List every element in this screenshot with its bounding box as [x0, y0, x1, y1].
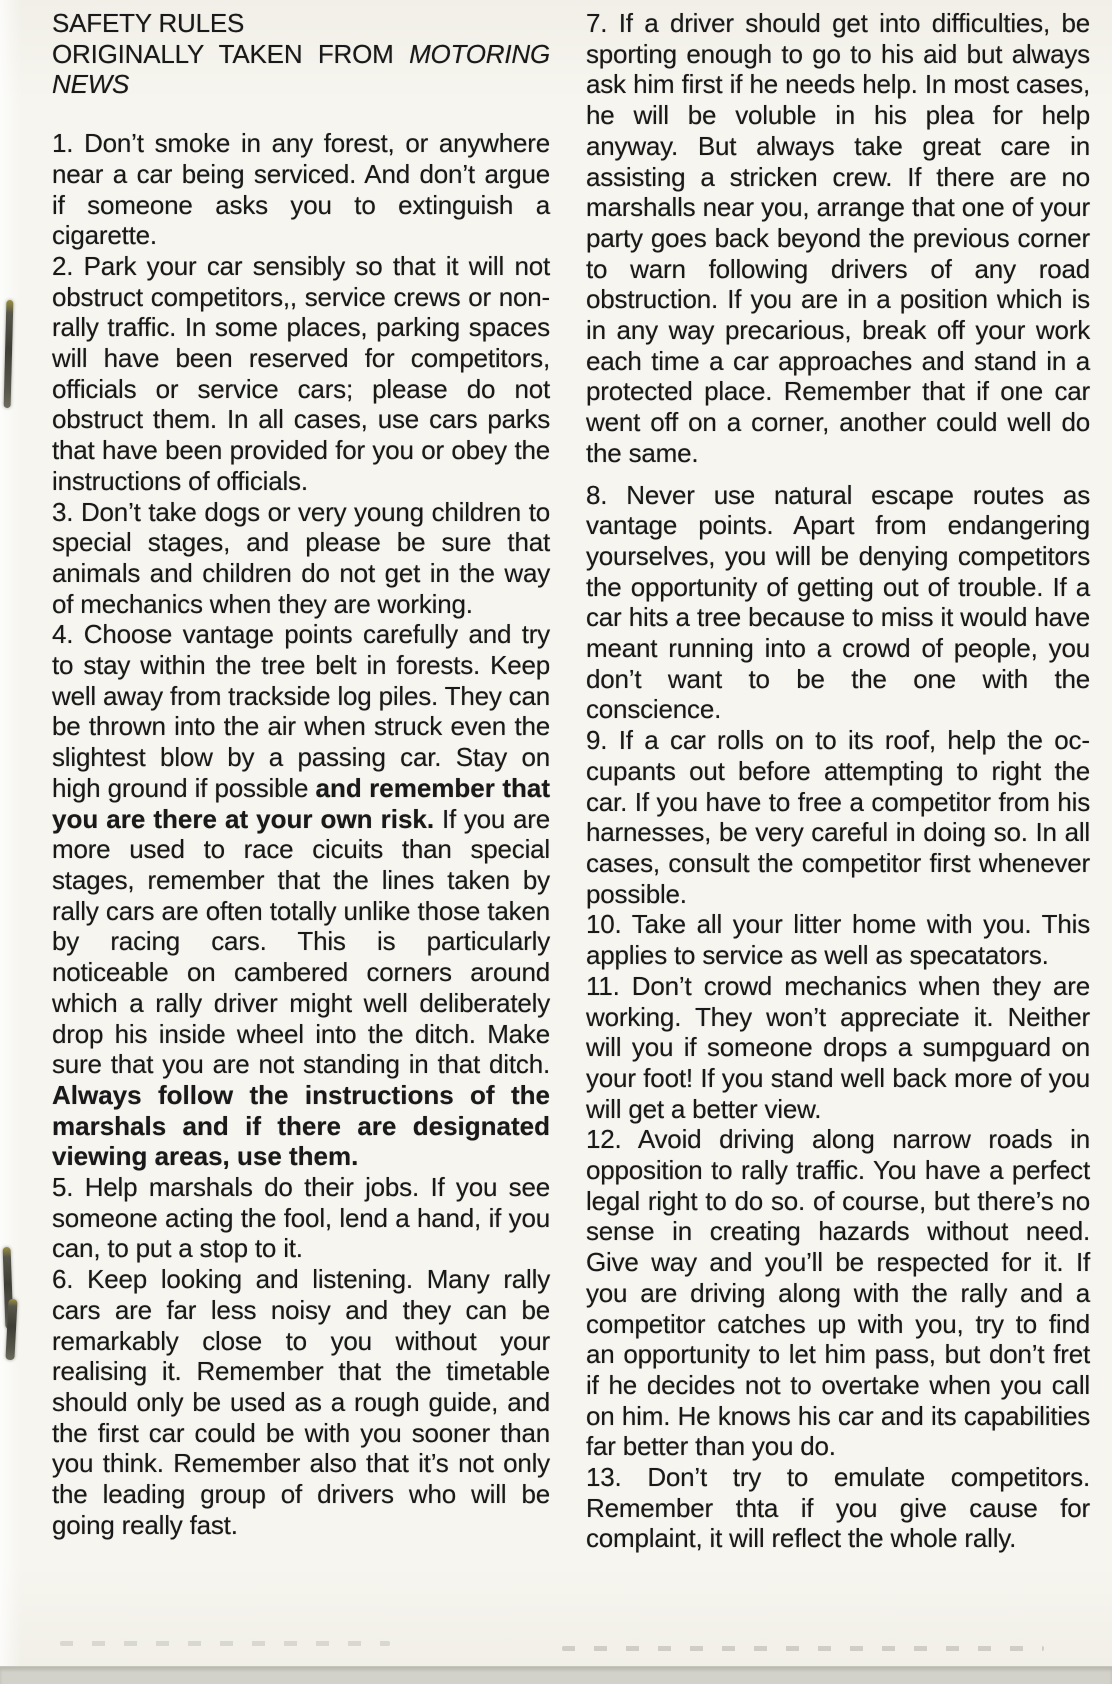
rule-7: 7. If a driver should get into difficulties, be sporting enough to go to his aid but always ask him first if he needs help. In most cases, he will be voluble in his plea for help anyway. But always take great care in assisting a stricken crew. If there are no marshalls near you, arrange that one of your party goes back beyond the previous corner to warn following drivers of any road obstruction. If you are in a position which is in any way precarious, break off your work each time a car approaches and stand in a protected place. Remember that if one car went off on a corner, another could well do the same.	[586, 8, 1090, 468]
scan-smudge	[562, 1646, 1044, 1651]
rule-2: 2. Park your car sensibly so that it will not obstruct competitors,, service crews or non-rally traffic. In some places, parking spaces will have been reserved for competitors, officials or service cars; please do not obstruct them. In all cases, use cars parks that have been provided for you or obey the instructions of officials.	[52, 250, 550, 496]
rule-6: 6. Keep looking and listening. Many rally cars are far less noisy and they can be remarkably close to you without your realising it. Remember that the timetable should only be used as a rough guide, and the first car could be with you sooner than you think. Remember also that it’s not only the leading group of drivers who will be going really fast.	[52, 1264, 550, 1540]
page-title	[52, 8, 550, 100]
rule-5: 5. Help marshals do their jobs. If you see someone acting the fool, lend a hand, if you can, to put a stop to it.	[52, 1172, 550, 1264]
left-column	[52, 8, 550, 1540]
rule-12: 12. Avoid driving along narrow roads in opposition to rally traffic. You have a perfect legal right to do so. of course, but there’s no sense in creating hazards without need. Give way and you’ll be respected for it. If you are driving along with the rally and a competitor catches up with you, try to find an opportunity to let him pass, but don’t fret if he decides not to overtake when you call on him. He knows his car and its capabilities far better than you do.	[586, 1124, 1090, 1462]
subtitle-text: ORIGINALLY TAKEN FROM	[52, 38, 410, 69]
rule-4	[52, 619, 550, 1172]
right-column	[586, 8, 1090, 1554]
title-line: SAFETY RULES	[52, 8, 245, 38]
page-edge-shadow	[0, 1666, 1112, 1684]
rule-10: 10. Take all your litter home with you. This applies to service as well as specatators.	[586, 909, 1090, 971]
binding-mark	[4, 300, 14, 408]
binding-mark	[5, 1299, 17, 1360]
rule-8: 8. Never use natural escape routes as vantage points. Apart from endangering yourselves, you will be denying competitors the opportunity of getting out of trouble. If a car hits a tree because to miss it would have meant running into a crowd of people, you don’t want to be the one with the conscience.	[586, 479, 1090, 725]
scan-smudge	[60, 1641, 390, 1646]
source-publication-title: MOTORING NEWS	[52, 38, 550, 100]
rule-4-bold-instruction: Always follow the instructions of the marshals and if there are designated viewing areas, use them.	[52, 1079, 550, 1172]
rule-3: 3. Don’t take dogs or very young children to special stages, and please be sure that animals and children do not get in the way of mechanics when they are working.	[52, 496, 550, 619]
rule-4-text: If you are more used to race cicuits than special stages, remember that the lines taken by rally cars are often totally unlike those taken by racing cars. This is particularly noticeable on cambered corners around which a rally driver might well deliberately drop his inside wheel into the ditch. Make sure that you are not standing in that ditch.	[52, 803, 550, 1080]
rule-9: 9. If a car rolls on to its roof, help the occupants out before attempting to right the car. If you have to free a competitor from his harnesses, be very careful in doing so. In all cases, consult the competitor first whenever possible.	[586, 725, 1090, 909]
rule-13: 13. Don’t try to emulate competitors. Remember thta if you give cause for complaint, it will reflect the whole rally.	[586, 1462, 1090, 1554]
rule-4-bold-warning: and remember that you are there at your own risk.	[52, 772, 550, 834]
rule-4-text: 4. Choose vantage points carefully and try to stay within the tree belt in forests. Keep well away from trackside log piles. They can be thrown into the air when struck even the slightest blow by a passing car. Stay on high ground if possible	[52, 619, 550, 803]
rule-1: 1. Don’t smoke in any forest, or anywhere near a car being serviced. And don’t argue if someone asks you to extinguish a cigarette.	[52, 128, 550, 251]
rule-11: 11. Don’t crowd mechanics when they are working. They won’t appreciate it. Neither will you if someone drops a sumpguard on your foot! If you stand well back more of you will get a better view.	[586, 970, 1090, 1124]
